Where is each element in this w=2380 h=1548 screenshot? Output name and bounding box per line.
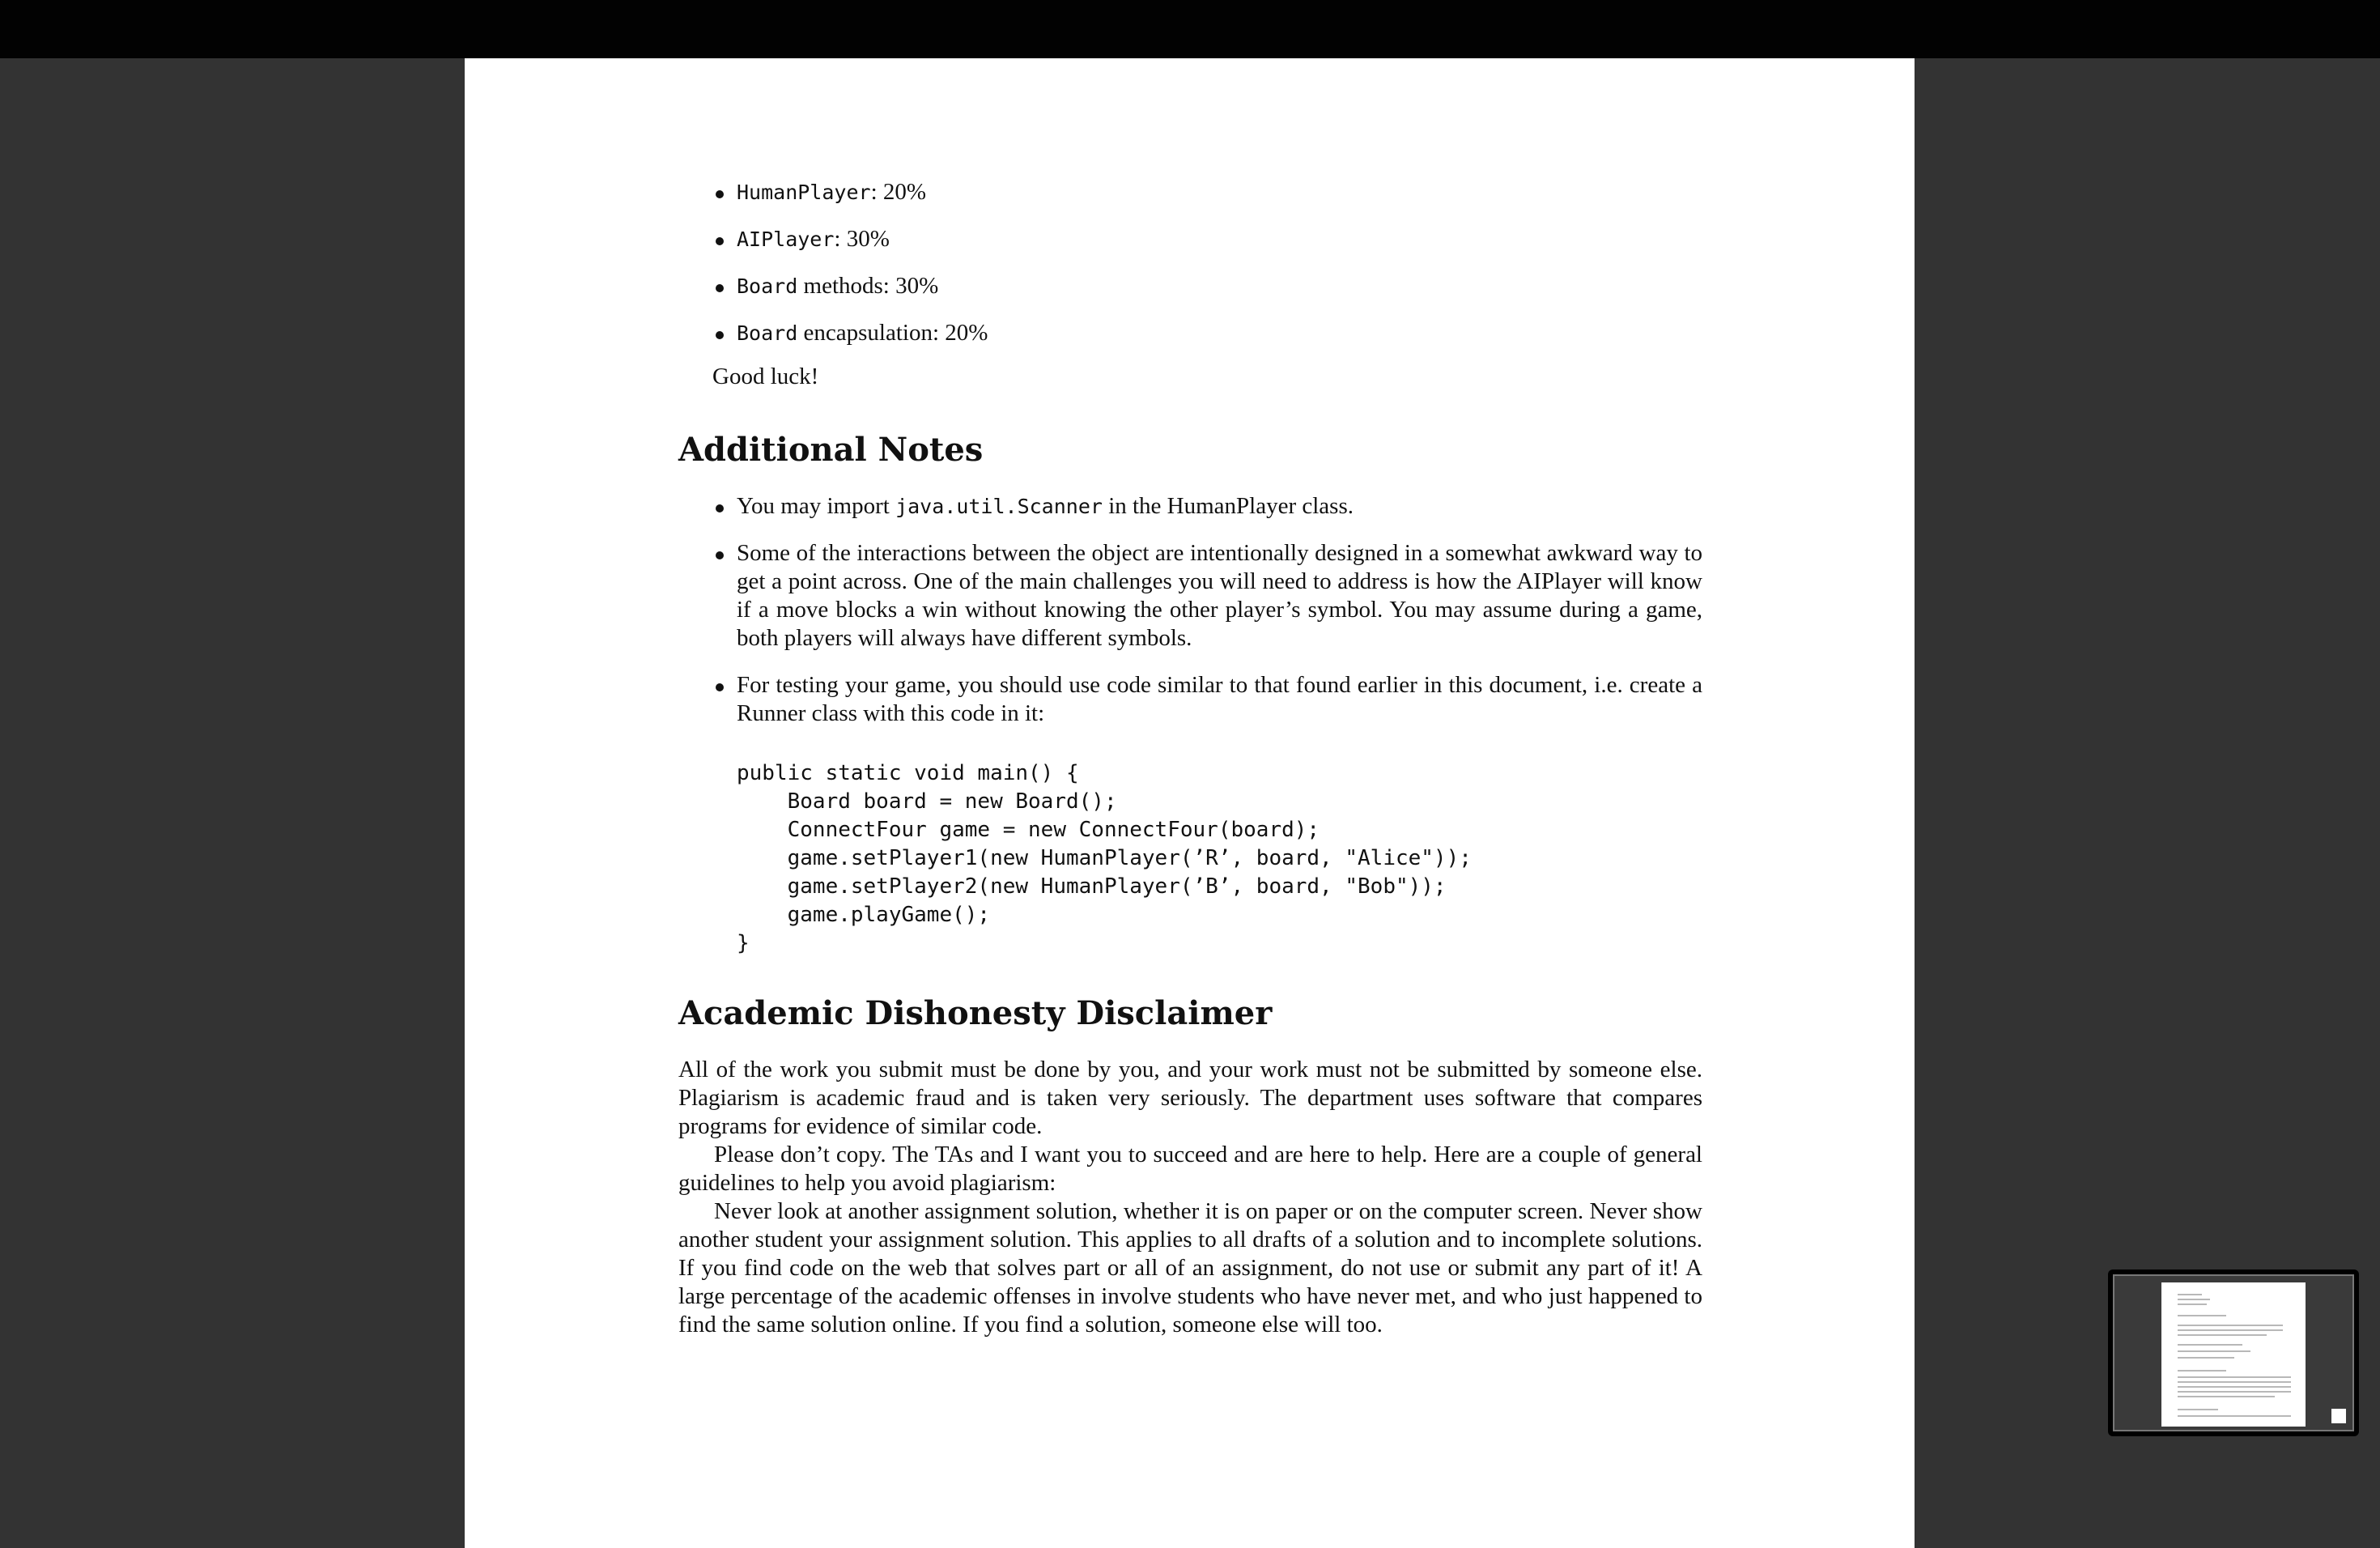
thumbnail-line [2178,1376,2291,1378]
list-item [678,319,1702,347]
thumbnail-line [2178,1344,2242,1346]
thumbnail-line [2178,1299,2210,1300]
academic-dishonesty-heading: Academic Dishonesty Disclaimer [678,994,1273,1032]
thumbnail-line [2178,1409,2218,1410]
thumbnail-line [2178,1391,2291,1393]
additional-notes-heading: Additional Notes [678,431,984,469]
thumbnail-frame[interactable] [2113,1274,2354,1431]
notes-list [678,492,1702,746]
inline-code: Board [737,274,798,298]
inline-code: AIPlayer [737,228,835,251]
inline-code: HumanPlayer [737,181,871,204]
thumbnail-line [2178,1350,2250,1352]
paragraph: Never look at another assignment solution, whether it is on paper or on the computer screen. Never show another student your assignment solution. This applies to all drafts of a solution and to incomplete solutions. If you find code on the web that solves part or all of an assignment, do not use or submit any part of it! A large percentage of the academic offenses in involve students who have never met, and who just happened to find the same solution online. If you find a solution, someone else will too. [678,1198,1702,1337]
paragraph: All of the work you submit must be done by you, and your work must not be submitted by someone else. Plagiarism is academic fraud and is taken very seriously. The department uses software that compares programs for evidence of similar code. [678,1057,1702,1139]
thumbnail-line [2178,1325,2283,1326]
list-item [678,225,1702,253]
inline-code: Board [737,321,798,345]
academic-dishonesty-body [678,1056,1702,1339]
thumbnail-line [2178,1315,2226,1316]
list-item-text: encapsulation: 20% [797,320,988,346]
list-item [678,178,1702,206]
thumbnail-line [2178,1334,2267,1336]
code-block: public static void main() { Board board = new Board(); ConnectFour game = new ConnectFour(board); game.setPlayer1(new HumanPlayer(’R’, board, "Alice")); game.setPlayer2(new HumanPlayer(’B’, board, "Bob")); game.playGame(); } [737,761,1472,955]
thumbnail-line [2178,1329,2283,1331]
thumbnail-line [2178,1370,2226,1372]
thumbnail-line [2178,1415,2291,1417]
thumbnail-line [2178,1381,2291,1383]
good-luck-text: Good luck! [712,364,819,389]
list-item-text: in the HumanPlayer class. [1102,493,1354,519]
page-thumbnail-navigator[interactable] [2108,1269,2359,1436]
paragraph: Please don’t copy. The TAs and I want you to succeed and are here to help. Here are a couple of general guidelines to help you avoid plagiarism: [678,1142,1702,1196]
list-item [678,272,1702,300]
list-item: Some of the interactions between the object are intentionally designed in a somewhat awkward way to get a point across. One of the main challenges you will need to address is how the AIPlayer will know if a move blocks a win without knowing the other player’s symbol. You may assume during a game, both players will always have different symbols. [678,539,1702,653]
list-item-text: : 30% [834,226,890,252]
thumbnail-line [2178,1294,2202,1295]
grading-list [678,178,1702,366]
list-item-text: You may import [737,493,896,519]
list-item [678,492,1702,521]
thumbnail-line [2178,1396,2275,1397]
document-page [465,58,1915,1548]
list-item: For testing your game, you should use code similar to that found earlier in this document, i.e. create a Runner class with this code in it: [678,671,1702,728]
top-toolbar [0,0,2380,58]
inline-code: java.util.Scanner [895,495,1103,518]
thumbnail-resize-handle[interactable] [2331,1409,2346,1423]
thumbnail-line [2178,1357,2234,1359]
list-item-text: : 20% [870,179,927,205]
thumbnail-page[interactable] [2161,1282,2306,1427]
thumbnail-line [2178,1303,2207,1305]
thumbnail-line [2178,1386,2291,1388]
list-item-text: methods: 30% [797,273,939,299]
